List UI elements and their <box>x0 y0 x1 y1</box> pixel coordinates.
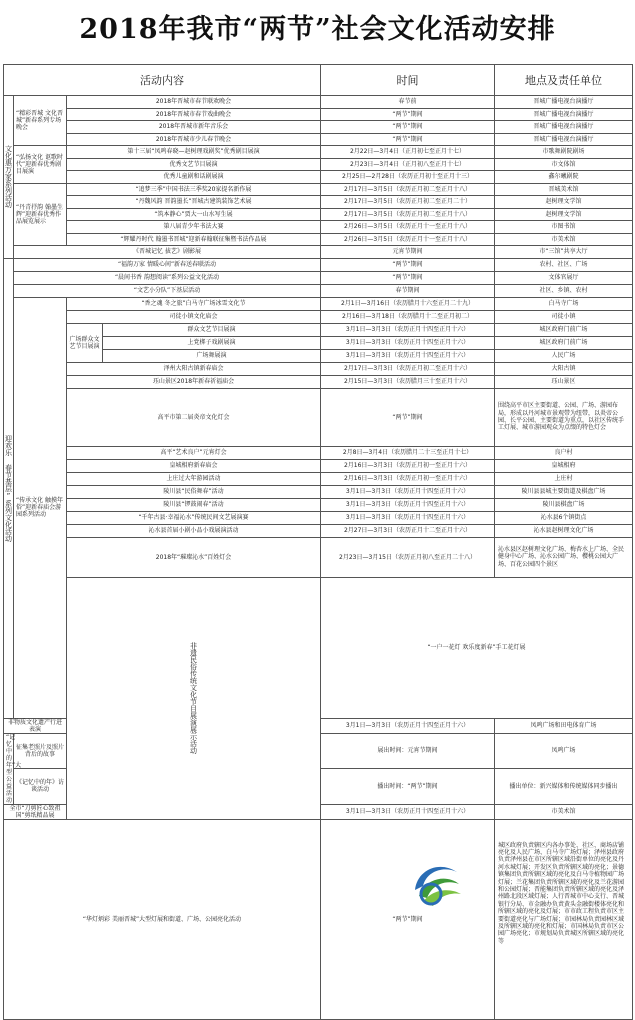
header-content: 活动内容 <box>4 65 321 96</box>
activity-name: “千年古县·幸福沁水”传统民间文艺展演赛 <box>67 511 321 524</box>
activity-place: 围绕高平市区主要街道、公园、广场、游园布局，形成以丹河城市景观带为纽带，以炎帝公园、长平公园、主要街道为重点，以社区传统手工灯展、城市游园观众为点缀的特色灯会 <box>495 388 633 446</box>
activity-place: 白马寺广场 <box>495 297 633 310</box>
table-row <box>4 108 633 121</box>
table-row <box>4 146 633 159</box>
activity-name: 皇城相府新春庙会 <box>67 459 321 472</box>
activity-time: 3月1日—3月3日（农历正月十四至正月十六） <box>321 804 495 819</box>
activity-time: 2月22日—3月4日（正月初七至正月十七） <box>321 146 495 159</box>
activity-place: 鑫尔曦剧院 <box>495 171 633 184</box>
activity-name: “文艺小分队”下基层活动 <box>14 284 321 297</box>
subgroup-label: “弘扬文化 讴歌时代”迎新春优秀剧目展演 <box>14 146 67 184</box>
activity-name: 2018年晋城市少儿春节晚会 <box>67 133 321 146</box>
activity-place: 皇城相府 <box>495 459 633 472</box>
activity-place: 文体官展厅 <box>495 271 633 284</box>
activity-place: 农村、社区、广场 <box>495 258 633 271</box>
activity-time: 2月17日—3月5日（农历正月初二至正月十八） <box>321 183 495 196</box>
activity-place: 晋城广播电视台演播厅 <box>495 108 633 121</box>
activity-time: 2月26日—3月5日（农历正月十一至正月十八） <box>321 221 495 234</box>
table-row <box>4 819 633 1019</box>
table-row <box>4 485 633 498</box>
table-row <box>4 310 633 323</box>
table-row <box>4 297 633 310</box>
table-row <box>4 498 633 511</box>
activity-place: 陵川县棋盘广场 <box>495 498 633 511</box>
header-time: 时间 <box>321 65 495 96</box>
activity-place: 市歌舞剧院剧场 <box>495 146 633 159</box>
activity-time: “两节”期间 <box>321 271 495 284</box>
activity-time: 2月23日—3月15日（农历正月初八至正月二十八） <box>321 537 495 577</box>
activity-name: 征集老照片及照片背后的故事 <box>14 733 67 769</box>
activity-name: 第十三届“凤鸣春晓—赵树理戏剧奖”优秀剧目展演 <box>67 146 321 159</box>
activity-time: 春节期间 <box>321 284 495 297</box>
activity-time: 3月1日—3月3日（农历正月十四至正月十六） <box>321 718 495 733</box>
table-row <box>4 121 633 134</box>
subgroup-label: “精彩晋城 文化晋城”新春系列专场晚会 <box>14 96 67 146</box>
activity-name: 沁水县首届小剧小品小戏展演活动 <box>67 524 321 537</box>
activity-time: “两节”期间 <box>321 388 495 446</box>
activity-place: 大阳古镇 <box>495 362 633 375</box>
table-header-row <box>4 65 633 96</box>
subgroup-label: “传承文化 触摸年俗”迎新春庙会游园系列活动 <box>14 297 67 718</box>
table-row <box>4 208 633 221</box>
activity-time: 3月1日—3月3日（农历正月十四至正月十六） <box>321 323 495 336</box>
activity-name: “华灯炳彩 美丽晋城”大型灯展和街道、广场、公园亮化活动 <box>4 819 321 1019</box>
activity-name: 《晋城记忆 拔艺》剧影展 <box>14 246 321 259</box>
activity-place: 晋城广播电视台演播厅 <box>495 96 633 109</box>
activity-name: 陵川县“锣鼓闹春”活动 <box>67 498 321 511</box>
activity-time: 2月17日—3月5日（农历正月初二至正月十八） <box>321 208 495 221</box>
activity-time: 3月1日—3月3日（农历正月十四至正月十六） <box>321 336 495 349</box>
activity-name: “一户一花灯 欢乐度新春”手工花灯展 <box>321 577 633 718</box>
activity-time: 2月26日—3月5日（农历正月十一至正月十八） <box>321 233 495 246</box>
activity-place: 沁水县赵树理文化广场 <box>495 524 633 537</box>
table-row <box>4 577 633 718</box>
activity-name: “辉耀丹时代 翰墨书晋城”迎新春翰联征集暨书法作品展 <box>67 233 321 246</box>
page-title: 2018年我市“两节”社会文化活动安排 <box>79 14 556 45</box>
table-row <box>4 388 633 446</box>
activity-name: 珏山景区2018年新春祈福庙会 <box>67 375 321 388</box>
activity-place: 良户村 <box>495 446 633 459</box>
table-row <box>4 171 633 184</box>
activity-name: 第八届青少年书法大赛 <box>67 221 321 234</box>
activity-time: “两节”期间 <box>321 133 495 146</box>
activity-time: “两节”期间 <box>321 258 495 271</box>
table-row <box>4 284 633 297</box>
activity-name: “筑本静心”贾大一山水写生展 <box>67 208 321 221</box>
activity-name: 2018年“璀璨沁水”百姓灯会 <box>67 537 321 577</box>
activity-time: 2月15日—3月3日（农历腊月三十至正月十六） <box>321 375 495 388</box>
activity-time: 2月1日—3月16日（农历腊月十六至正月二十九） <box>321 297 495 310</box>
group-label: 迎欢乐 春节基层”系列文化活动 <box>4 258 14 718</box>
group-label: 文化惠万家系列活动 <box>4 96 14 259</box>
activity-place: 市图书馆 <box>495 221 633 234</box>
activity-time: 3月1日—3月3日（农历正月十四至正月十六） <box>321 498 495 511</box>
activity-place: 人民广场 <box>495 349 633 362</box>
subgroup-label: 广场群众文艺节目展演 <box>67 323 103 362</box>
activity-name: 高平市第二届炎帝文化灯会 <box>67 388 321 446</box>
activity-name: 2018年晋城市新年音乐会 <box>67 121 321 134</box>
activity-place: 珏山景区 <box>495 375 633 388</box>
activity-time: 3月1日—3月3日（农历正月十四至正月十六） <box>321 485 495 498</box>
activity-name: “晨间书香 韵想阅读”系列公益文化活动 <box>14 271 321 284</box>
activity-name: “丹魏风韵 晋韵墨长”晋城古建筑装饰艺术展 <box>67 196 321 209</box>
table-row <box>4 459 633 472</box>
activity-time: 展出时间：元宵节期间 <box>321 733 495 769</box>
header-place: 地点及责任单位 <box>495 65 633 96</box>
activity-place: 市美术馆 <box>495 804 633 819</box>
activity-name: “福韵万家 情暖心间”新春送春联活动 <box>14 258 321 271</box>
watermark-logo-icon <box>403 852 469 918</box>
subgroup-label: “丹青抒韵 翰墨生辉”迎新春优秀作品展览展示 <box>14 183 67 246</box>
activity-time: 2月25日—2月28日（农历正月初十至正月十三） <box>321 171 495 184</box>
activity-time: 元宵节期间 <box>321 246 495 259</box>
activity-place: 晋城广播电视台演播厅 <box>495 121 633 134</box>
activity-name: 2018年晋城市春节联欢晚会 <box>67 96 321 109</box>
activity-place: 晋城广播电视台演播厅 <box>495 133 633 146</box>
activity-table <box>3 64 633 1020</box>
activity-place: 城区政府门前广场 <box>495 336 633 349</box>
subgroup-label: “记忆中的年”大型公益活动 <box>4 733 14 804</box>
activity-time: 春节前 <box>321 96 495 109</box>
activity-name: 陵川县“民俗舞春”活动 <box>67 485 321 498</box>
activity-place: 市“三馆”共享大厅 <box>495 246 633 259</box>
activity-name: 高平“艺术良户”元宵灯会 <box>67 446 321 459</box>
activity-place: 陵川县县城主要街道及棋盘广场 <box>495 485 633 498</box>
activity-name: 群众文艺节目展演 <box>103 323 321 336</box>
activity-time: 2月8日—3月4日（农历腊月二十三至正月十七） <box>321 446 495 459</box>
activity-name: 全市“刀剪匠心致祖国”剪纸精品展 <box>4 804 67 819</box>
activity-time: 2月17日—3月3日（农历正月初二至正月十六） <box>321 362 495 375</box>
table-row <box>4 183 633 196</box>
activity-time: 2月16日—3月3日（农历正月初一至正月十六） <box>321 472 495 485</box>
activity-time: 2月16日—3月3日（农历正月初一至正月十六） <box>321 459 495 472</box>
activity-name: 司徒小镇文化庙会 <box>67 310 321 323</box>
activity-time: “两节”期间 <box>321 121 495 134</box>
activity-name: 2018年晋城市春节戏曲晚会 <box>67 108 321 121</box>
table-row <box>4 472 633 485</box>
activity-place: 社区、乡镇、农村 <box>495 284 633 297</box>
table-row <box>4 446 633 459</box>
table-row <box>4 133 633 146</box>
activity-name: “追梦三季”中国书法三季奖20家提名新作展 <box>67 183 321 196</box>
table-row <box>4 524 633 537</box>
activity-name: 《记忆中的年》访谈活动 <box>14 769 67 805</box>
activity-place: 沁水县6个镇街点 <box>495 511 633 524</box>
table-row <box>4 258 633 271</box>
table-row <box>4 196 633 209</box>
activity-name: 优秀文艺节目展演 <box>67 158 321 171</box>
activity-place: 城区政府负责辖区内各办事处、社区、商场店铺亮化及人民广场、白马寺广场灯展；泽州县政府负责泽州县在市区所辖区域沿街单位的亮化及丹河水城灯展；开发区负责所辖区域的亮化；景德镇集团负责所辖区域的亮化及白马寺植物园广场灯展；兰花集团负责所辖区域的亮化及兰花游园和公园灯展；晋能集团负责所辖区域的亮化及泽州路北段区域灯展；人行晋城市中心支行、晋城银行分局、市金融办负责黄头金融街楼体亮化和所辖区域的亮化及灯展；市市政工程负责市区主要街道亮化与广场灯展；市园林局负责园林区域及所辖区域的亮化和灯展；市国林局负责市区公园广场亮化；市规划局负责城区所辖区域的亮化等 <box>495 819 633 1019</box>
activity-name: 广场舞展演 <box>103 349 321 362</box>
activity-place: 市文体馆 <box>495 158 633 171</box>
activity-time: 播出时间：“两节”期间 <box>321 769 495 805</box>
activity-place: 晋城美术馆 <box>495 183 633 196</box>
activity-name: “香之魂 冬之旅”白马寺广场冰雪文化节 <box>67 297 321 310</box>
table-row <box>4 233 633 246</box>
activity-place: 城区政府门前广场 <box>495 323 633 336</box>
activity-time: 3月1日—3月3日（农历正月十四至正月十六） <box>321 349 495 362</box>
group-label: 非遗民俗传统文化节目展演展示活动 <box>67 577 321 819</box>
activity-place: 沁水县区赵树理文化广场、梅杏水上广场、全民健身中心广场、沁水公园广场、樱桃公园大广场、百花公园四个景区 <box>495 537 633 577</box>
activity-time: 2月27日—3月3日（农历正月十二至正月十六） <box>321 524 495 537</box>
activity-name: 上庄过大年游园活动 <box>67 472 321 485</box>
activity-place: 市美术馆 <box>495 233 633 246</box>
activity-time: 3月1日—3月3日（农历正月十四至正月十六） <box>321 511 495 524</box>
activity-place: 赵树理文学馆 <box>495 208 633 221</box>
activity-place: 播出单位：新兴媒体和传统媒体同步播出 <box>495 769 633 805</box>
activity-place: 上庄村 <box>495 472 633 485</box>
table-row <box>4 158 633 171</box>
activity-name: 上党梆子戏剧展演 <box>103 336 321 349</box>
table-row <box>4 537 633 577</box>
activity-time: 2月16日—3月18日（农历腊月十二至正月初二） <box>321 310 495 323</box>
table-row <box>4 375 633 388</box>
activity-name: 非物质文化遗产行进表演 <box>4 718 67 733</box>
activity-time: 2月17日—3月5日（农历正月初二至正月二十） <box>321 196 495 209</box>
table-row <box>4 271 633 284</box>
table-row <box>4 221 633 234</box>
table-row <box>4 362 633 375</box>
activity-place: 赵树理文学馆 <box>495 196 633 209</box>
table-row <box>4 323 633 336</box>
table-row <box>4 511 633 524</box>
activity-place: 司徒小镇 <box>495 310 633 323</box>
activity-place: 凤鸣广场和田电体育广场 <box>495 718 633 733</box>
table-row <box>4 96 633 109</box>
table-row <box>4 246 633 259</box>
activity-name: 优秀儿童剧和话剧展演 <box>67 171 321 184</box>
activity-place: 凤鸣广场 <box>495 733 633 769</box>
activity-time: “两节”期间 <box>321 108 495 121</box>
activity-time: “两节”期间 <box>321 819 495 1019</box>
activity-name: 泽州大阳古镇新春庙会 <box>67 362 321 375</box>
activity-time: 2月23日—3月4日（正月初八至正月十七） <box>321 158 495 171</box>
